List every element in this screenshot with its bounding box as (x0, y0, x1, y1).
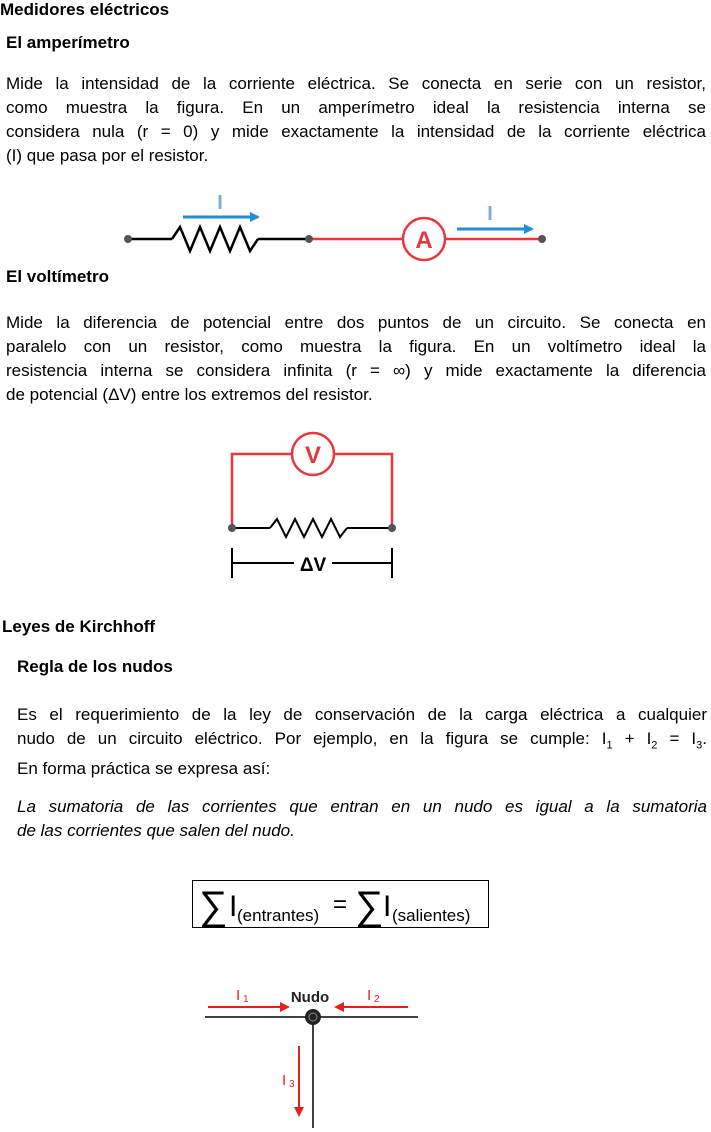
formula-i-right: I (383, 890, 392, 923)
sigma-left: ∑ (199, 884, 228, 927)
ammeter-heading: El amperímetro (6, 33, 130, 52)
voltmeter-label: V (304, 442, 322, 469)
sigma-right: ∑ (355, 884, 384, 927)
ammeter-line-4: (I) que pasa por el resistor. (6, 146, 209, 165)
kirchhoff-line-1: Es el requerimiento de la ley de conservación de la carga eléctrica a cualquier (17, 705, 707, 724)
formula-sub-right: (salientes) (392, 906, 471, 925)
kirchhoff-line-3: En forma práctica se expresa así: (17, 759, 271, 779)
terminal-middle (305, 235, 313, 243)
label-i2-sub: 2 (374, 994, 380, 1005)
voltmeter-line-3: resistencia interna se considera infinita (r = ∞) y mide exactamente la diferencia (6, 361, 706, 380)
voltmeter-circuit-figure (220, 428, 410, 583)
terminal-left (228, 524, 236, 532)
ammeter-paragraph (6, 72, 706, 168)
formula-box (192, 880, 489, 928)
node-figure (200, 980, 425, 1130)
eq-end: . (702, 729, 707, 748)
voltmeter-line-2: paralelo con un resistor, como muestra la figura. En un voltímetro ideal la (6, 337, 706, 356)
kirchhoff-statement (17, 795, 707, 843)
voltmeter-paragraph (6, 311, 706, 407)
formula (193, 881, 488, 927)
voltmeter-line-4: de potencial (ΔV) entre los extremos del resistor. (6, 385, 373, 404)
ammeter-line-3: considera nula (r = 0) y mide exactamente la intensidad de la corriente eléctrica (6, 122, 706, 141)
voltmeter-heading: El voltímetro (6, 267, 109, 286)
kirchhoff-line-2-text: nudo de un circuito eléctrico. Por ejemplo, en la figura se cumple: I (17, 729, 607, 748)
terminal-right (388, 524, 396, 532)
ammeter-line-2: como muestra la figura. En un amperímetro ideal la resistencia interna se (6, 98, 706, 117)
wire-red-left (232, 454, 291, 528)
statement-line-1: La sumatoria de las corrientes que entran en un nudo es igual a la sumatoria (17, 797, 707, 816)
resistor-symbol (172, 227, 258, 251)
eq-sub-1: 1 (606, 739, 613, 752)
kirchhoff-heading: Leyes de Kirchhoff (2, 617, 156, 636)
label-i1: I (236, 987, 241, 1004)
formula-equals: = (333, 891, 348, 918)
formula-i-left: I (229, 890, 238, 923)
label-i3-sub: 3 (289, 1079, 295, 1090)
formula-sub-left: (entrantes) (237, 906, 320, 925)
kirchhoff-paragraph (17, 703, 707, 781)
ammeter-line-1: Mide la intensidad de la corriente eléctrica. Se conecta en serie con un resistor, (6, 74, 706, 93)
node-dot (305, 1009, 321, 1025)
eq-sub-3: 3 (696, 739, 703, 752)
label-i2: I (367, 987, 372, 1004)
resistor-symbol (270, 519, 347, 537)
node-label: Nudo (290, 989, 330, 1006)
ammeter-label: A (415, 227, 433, 254)
page-title: Medidores eléctricos (0, 0, 170, 19)
wire-red-right (335, 454, 392, 528)
statement-line-2: de las corrientes que salen del nudo. (17, 821, 295, 840)
voltmeter-line-1: Mide la diferencia de potencial entre dos puntos de un circuito. Se conecta en (6, 313, 706, 332)
eq-sub-2: 2 (651, 739, 658, 752)
kirchhoff-line-2 (17, 727, 707, 757)
eq-plus: + I (612, 729, 652, 748)
ammeter-circuit-figure (110, 185, 570, 270)
current-label-2: I (487, 203, 493, 225)
label-i3: I (282, 1072, 287, 1089)
rule-heading: Regla de los nudos (17, 657, 173, 676)
label-i1-sub: 1 (243, 994, 249, 1005)
current-label-1: I (217, 192, 223, 214)
eq-equals: = I (657, 729, 697, 748)
terminal-right (538, 235, 546, 243)
terminal-left (124, 235, 132, 243)
delta-v-label: ΔV (299, 555, 327, 576)
